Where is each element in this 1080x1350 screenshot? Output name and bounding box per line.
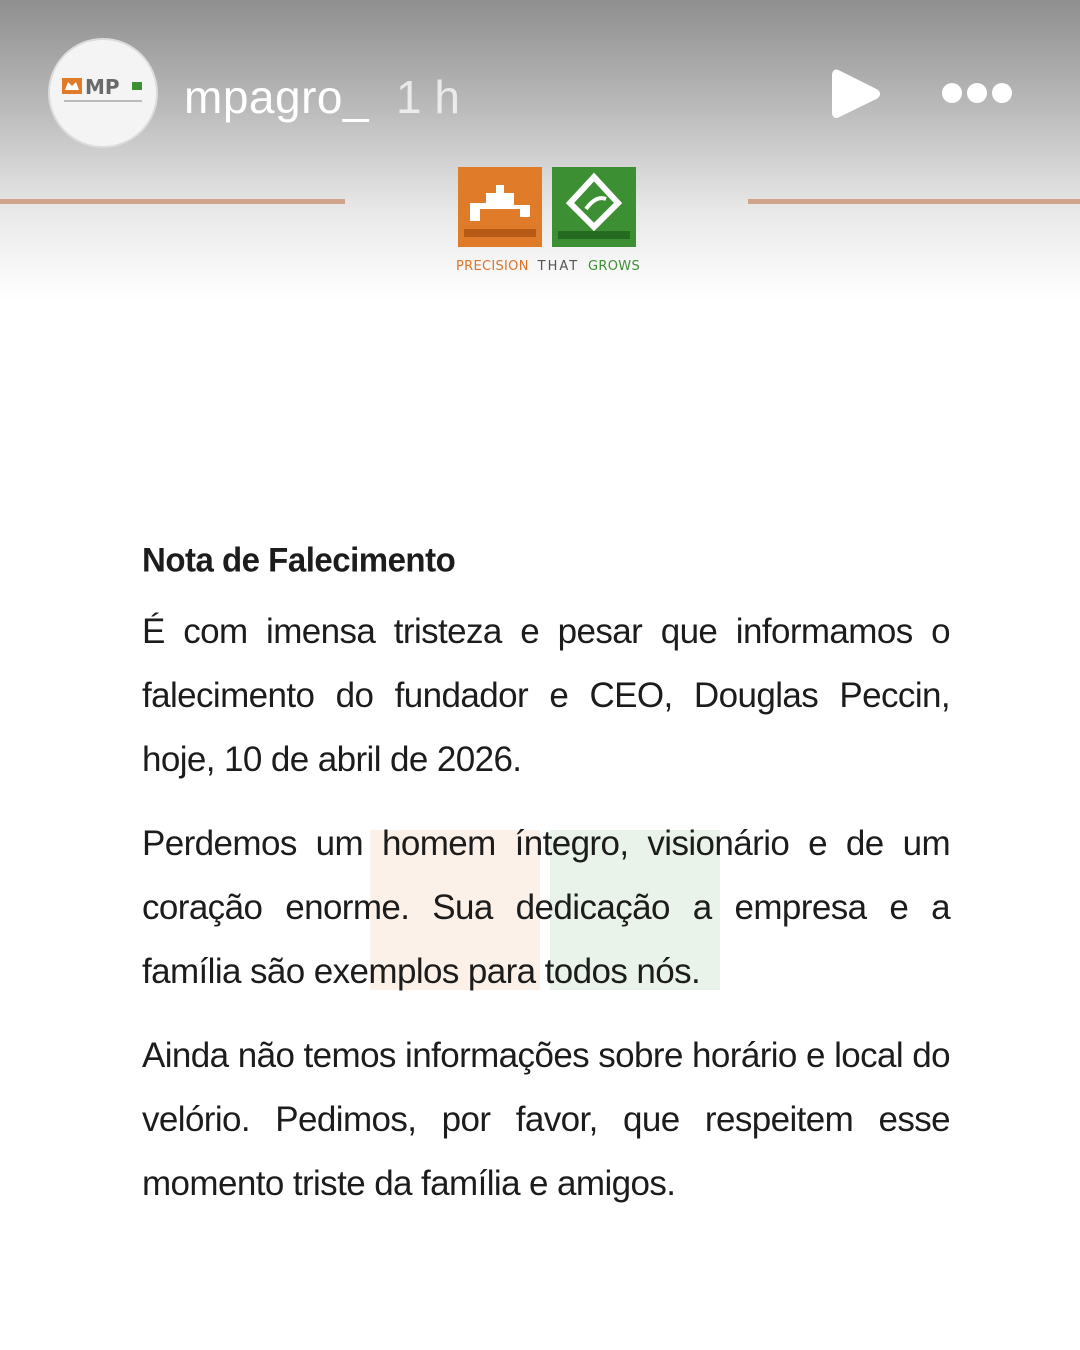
death-notice (142, 540, 950, 1236)
banner-rule-right (748, 199, 1080, 204)
play-button[interactable] (830, 66, 882, 122)
tagline-word: THAT (537, 259, 580, 274)
notice-paragraph: Ainda não temos informações sobre horário e local do velório. Pedimos, por favor, que respeitem esse momento triste da família e amigos. (142, 1036, 950, 1203)
more-options-button[interactable] (938, 78, 1016, 108)
tagline-word: GROWS (588, 259, 640, 274)
profile-avatar[interactable] (50, 40, 156, 146)
mp-agro-logo-icon (552, 167, 636, 247)
story-header (0, 0, 1080, 190)
play-icon (830, 66, 882, 122)
more-options-icon (938, 78, 1016, 108)
amazone-logo-icon (458, 167, 542, 247)
svg-text:MP: MP (85, 75, 120, 99)
notice-title: Nota de Falecimento (142, 540, 456, 579)
mp-agro-logo-icon (50, 40, 156, 146)
tagline-word: PRECISION (456, 259, 529, 274)
banner-rule-left (0, 199, 345, 204)
notice-paragraph: Perdemos um homem íntegro, visionário e de um coração enorme. Sua dedicação a empresa e a família são exemplos para todos nós. (142, 824, 950, 991)
story-username[interactable]: mpagro_ (184, 71, 370, 123)
notice-paragraph: É com imensa tristeza e pesar que informamos o falecimento do fundador e CEO, Douglas Peccin, hoje, 10 de abril de 2026. (142, 612, 950, 779)
story-timestamp: 1 h (396, 71, 460, 123)
brand-logos (456, 165, 638, 249)
brand-tagline (456, 259, 640, 274)
